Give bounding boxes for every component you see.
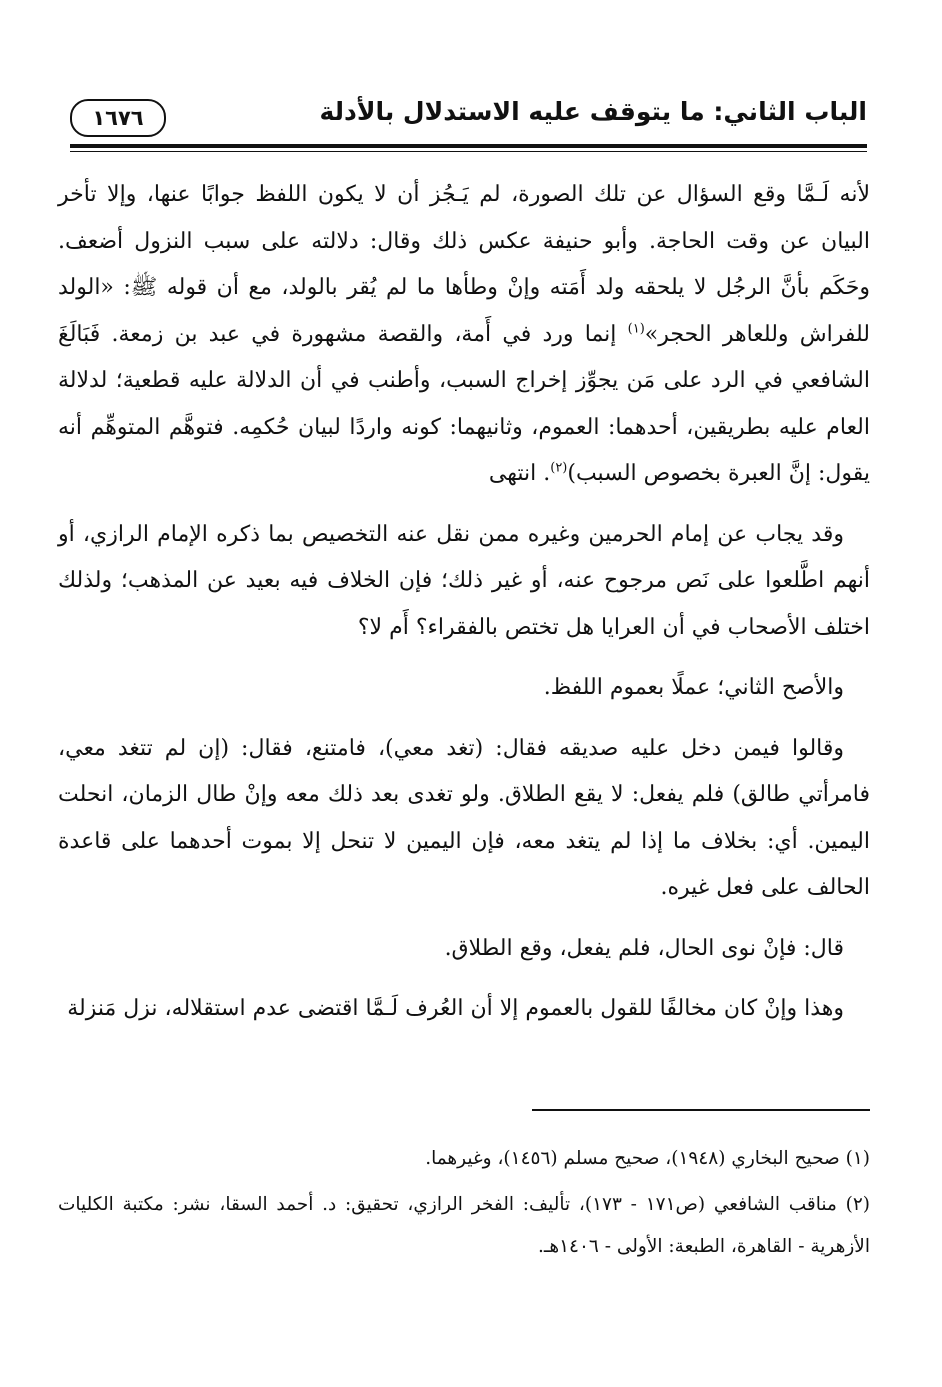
paragraph-5: قال: فإنْ نوى الحال، فلم يفعل، وقع الطلاق. [444, 935, 844, 961]
chapter-title: الباب الثاني: ما يتوقف عليه الاستدلال بالأدلة [319, 97, 867, 126]
paragraph-2: وقد يجاب عن إمام الحرمين وغيره ممن نقل عنه التخصيص بما ذكره الإمام الرازي، أو أنهم اطَّلعوا على نَص مرجوح عنه، أو غير ذلك؛ فإن الخلاف فيه بعيد عن المذهب؛ ولذلك اختلف الأصحاب في أن العرايا هل تختص بالفقراء؟ أَم لا؟ [58, 521, 870, 640]
header-rule-thin [70, 151, 867, 152]
page-number-badge [70, 99, 166, 137]
paragraph-4: وقالوا فيمن دخل عليه صديقه فقال: (تغد معي)، فامتنع، فقال: (إن لم تتغد معي، فامرأتي طالق) فلم يفعل: لا يقع الطلاق. ولو تغدى بعد ذلك معه وإنْ طال الزمان، انحلت اليمين. أي: بخلاف ما إذا لم يتغد معه، فإن اليمين لا تنحل إلا بموت أحدهما على قاعدة الحالف على فعل غيره. [58, 735, 870, 900]
paragraph-6: وهذا وإنْ كان مخالفًا للقول بالعموم إلا أن العُرف لَـمَّا اقتضى عدم استقلاله، نزل مَنزلة [67, 996, 844, 1021]
footnote-ref-1[interactable]: (١) [627, 321, 645, 337]
paragraph-1 [58, 172, 870, 498]
footnote-1: (١) صحيح البخاري (١٩٤٨)، صحيح مسلم (١٤٥٦)، وغيرهما. [425, 1148, 870, 1169]
paragraph-3: والأصح الثاني؛ عملًا بعموم اللفظ. [543, 675, 844, 700]
footnotes [58, 1138, 870, 1272]
footnote-2: (٢) مناقب الشافعي (ص١٧١ - ١٧٣)، تأليف: الفخر الرازي، تحقيق: د. أحمد السقا، نشر: مكتبة الكليات الأزهرية - القاهرة، الطبعة: الأولى - ١٤٠٦هـ. [58, 1194, 871, 1257]
header-rule-thick [70, 144, 867, 148]
paragraph-1-text-cont: إنما ورد في أَمة، والقصة مشهورة في عبد بن زمعة. فَبَالَغَ الشافعي في الرد على مَن يجوِّز إخراج السبب، وأطنب في أن الدلالة عليه قطعية؛ لدلالة العام عليه بطريقين، أحدهما: العموم، وثانيهما: كونه واردًا لبيان حُكمِه. فتوهَّم المتوهِّم أنه يقول: إنَّ العبرة بخصوص السبب) [58, 321, 870, 486]
paragraph-1-text: لأنه لَـمَّا وقع السؤال عن تلك الصورة، لم يَـجُز أن لا يكون اللفظ جوابًا عنها، وإلا تأخر البيان عن وقت الحاجة. وأبو حنيفة عكس ذلك وقال: دلالته على سبب النزول أضعف. وحَكَم بأنَّ الرجُل لا يلحقه ولد أَمَته وإنْ وطأها ما لم يُقر بالولد، مع أن قوله ﷺ: «الولد للفراش وللعاهر الحجر» [58, 182, 870, 347]
footnote-ref-2[interactable]: (٢) [550, 460, 568, 476]
footnote-separator [532, 1109, 870, 1111]
page-number: ١٦٧٦ [92, 106, 144, 130]
running-header [70, 95, 867, 155]
main-text [58, 172, 870, 1037]
paragraph-1-text-end: . انتهى [488, 461, 551, 486]
